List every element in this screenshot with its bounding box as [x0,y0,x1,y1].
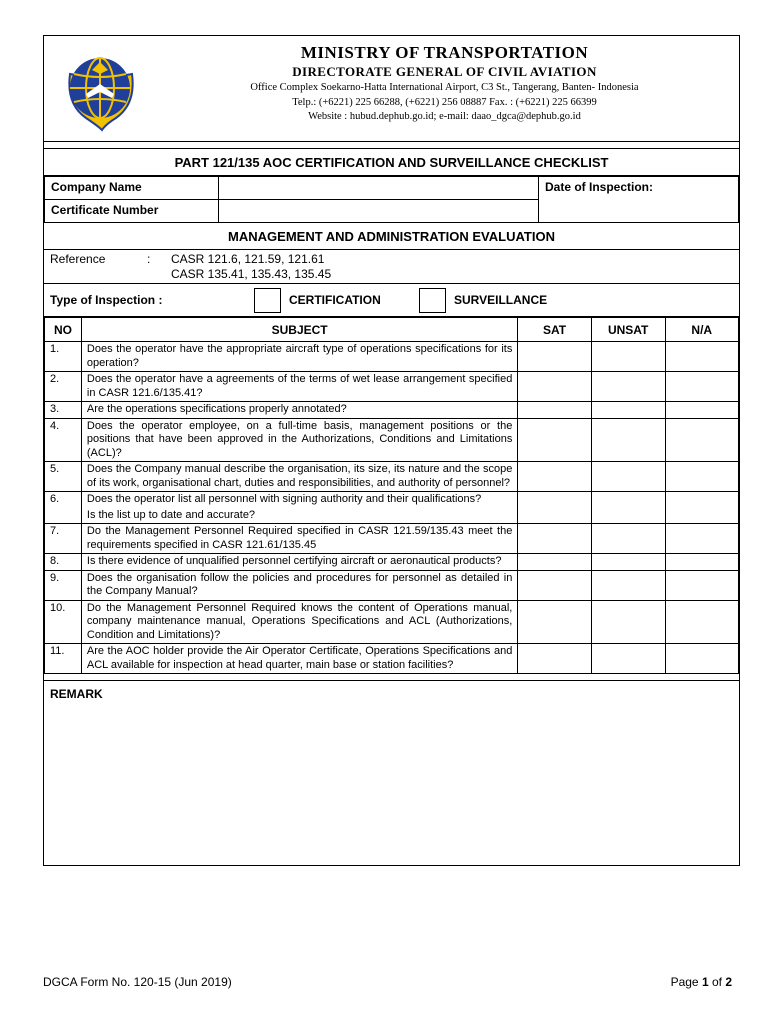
na-cell[interactable] [665,342,739,372]
item-text: Does the operator employee, on a full-time basis, management positions or the positions that have been approved in the Authorizations, Conditions and Limitations (ACL)? [86,419,513,459]
na-cell[interactable] [665,462,739,492]
item-number: 9. [45,570,82,600]
item-text: Does the operator list all personnel with signing authority and their qualifications? [86,493,482,505]
ministry-logo-icon [56,44,144,132]
table-row [45,492,739,524]
sat-cell[interactable] [518,492,591,524]
sat-cell[interactable] [518,402,591,419]
item-subject [81,462,517,492]
table-row [45,402,739,419]
unsat-cell[interactable] [591,462,665,492]
item-text: Do the Management Personnel Required specified in CASR 121.59/135.43 meet the requirements specified in CASR 121.61/135.45 [86,525,513,551]
unsat-cell[interactable] [591,372,665,402]
item-number: 6. [45,492,82,524]
website-email: Website : hubud.dephub.go.id; e-mail: daao_dgca@dephub.go.id [308,111,581,122]
company-name-field[interactable] [219,177,539,200]
page-current: 1 [701,975,709,989]
unsat-cell[interactable] [591,492,665,524]
item-text: Does the operator have a agreements of the terms of wet lease arrangement specified in CASR 121.6/135.41? [86,373,513,399]
item-text: Does the operator have the appropriate aircraft type of operations specifications for its operation? [86,343,513,369]
unsat-cell[interactable] [591,342,665,372]
item-number: 10. [45,600,82,644]
item-subject [81,600,517,644]
item-text: Is there evidence of unqualified personnel certifying aircraft or aeronautical products? [86,555,502,567]
na-cell[interactable] [665,600,739,644]
unsat-cell[interactable] [591,402,665,419]
item-subject [81,554,517,571]
item-number: 1. [45,342,82,372]
certificate-number-label: Certificate Number [45,200,219,223]
col-subject: SUBJECT [81,318,517,342]
page-footer [43,975,732,989]
table-row [45,372,739,402]
table-row [45,570,739,600]
reference-block [44,250,739,284]
phone-fax: Telp.: (+6221) 225 66288, (+6221) 256 08887 Fax. : (+6221) 225 66399 [292,96,597,108]
surveillance-label: SURVEILLANCE [454,293,548,307]
sat-cell[interactable] [518,554,591,571]
page-of: of [708,975,726,989]
table-row [45,644,739,674]
form-frame [43,35,740,866]
certificate-number-field[interactable] [219,200,539,223]
item-subject [81,402,517,419]
type-of-inspection-label: Type of Inspection : [50,293,163,307]
ministry-name: MINISTRY OF TRANSPORTATION [300,43,589,62]
office-address: Office Complex Soekarno-Hatta International Airport, C3 St., Tangerang, Banten- Indonesia [250,82,639,93]
table-row [45,462,739,492]
company-name-label: Company Name [45,177,219,200]
unsat-cell[interactable] [591,600,665,644]
sat-cell[interactable] [518,644,591,674]
item-subject [81,418,517,462]
directorate-name: DIRECTORATE GENERAL OF CIVIL AVIATION [292,64,597,79]
item-number: 3. [45,402,82,419]
certification-label: CERTIFICATION [289,293,381,307]
section-title: MANAGEMENT AND ADMINISTRATION EVALUATION [44,223,739,250]
na-cell[interactable] [665,418,739,462]
item-number: 8. [45,554,82,571]
item-subject [81,524,517,554]
date-of-inspection-field[interactable] [539,177,739,223]
na-cell[interactable] [665,402,739,419]
item-number: 2. [45,372,82,402]
item-text: Are the AOC holder provide the Air Operator Certificate, Operations Specifications and ACL available for inspection at head quarter, main base or station facilities? [86,645,513,671]
page-total: 2 [725,975,732,989]
unsat-cell[interactable] [591,644,665,674]
unsat-cell[interactable] [591,524,665,554]
item-subject [81,372,517,402]
sat-cell[interactable] [518,342,591,372]
checklist-table [44,317,739,674]
na-cell[interactable] [665,372,739,402]
item-subject [81,492,517,524]
reference-label: Reference [50,252,106,266]
item-text: Does the organisation follow the policies and procedures for personnel as detailed in the Company Manual? [86,571,513,597]
item-number: 7. [45,524,82,554]
surveillance-checkbox[interactable] [419,288,446,313]
na-cell[interactable] [665,554,739,571]
item-text: Does the Company manual describe the organisation, its size, its nature and the scope of its work, organisational chart, duties and responsibilities, and authority of personnel? [86,463,513,489]
remark-label: REMARK [50,687,103,701]
table-row [45,524,739,554]
sat-cell[interactable] [518,570,591,600]
na-cell[interactable] [665,492,739,524]
unsat-cell[interactable] [591,570,665,600]
item-subject [81,342,517,372]
page-prefix: Page [670,975,702,989]
col-no: NO [45,318,82,342]
reference-line-1: CASR 121.6, 121.59, 121.61 [171,252,325,266]
item-text: Do the Management Personnel Required knows the content of Operations manual, company maintenance manual, Operations Specifications and ACL (Authorizations, Condition and Limitations)? [86,601,513,641]
unsat-cell[interactable] [591,418,665,462]
sat-cell[interactable] [518,600,591,644]
type-of-inspection-row [44,284,739,317]
letterhead [44,36,739,142]
na-cell[interactable] [665,644,739,674]
date-label: Date of Inspection: [545,180,654,194]
item-number: 5. [45,462,82,492]
reference-colon: : [147,252,151,266]
item-number: 4. [45,418,82,462]
col-sat: SAT [518,318,591,342]
table-row [45,554,739,571]
table-row [45,342,739,372]
table-row [45,600,739,644]
item-subject [81,570,517,600]
item-text: Are the operations specifications properly annotated? [86,403,347,415]
certification-checkbox[interactable] [254,288,281,313]
remark-box[interactable] [44,680,739,865]
unsat-cell[interactable] [591,554,665,571]
na-cell[interactable] [665,570,739,600]
sat-cell[interactable] [518,524,591,554]
form-number: DGCA Form No. 120-15 (Jun 2019) [43,975,232,989]
item-text-2: Is the list up to date and accurate? [86,508,256,521]
form-title: PART 121/135 AOC CERTIFICATION AND SURVEILLANCE CHECKLIST [44,148,739,176]
col-unsat: UNSAT [591,318,665,342]
page-indicator [671,975,732,989]
sat-cell[interactable] [518,462,591,492]
col-na: N/A [665,318,739,342]
reference-line-2: CASR 135.41, 135.43, 135.45 [171,267,332,281]
sat-cell[interactable] [518,418,591,462]
table-row [45,418,739,462]
sat-cell[interactable] [518,372,591,402]
item-number: 11. [45,644,82,674]
na-cell[interactable] [665,524,739,554]
info-table [44,176,739,223]
item-subject [81,644,517,674]
